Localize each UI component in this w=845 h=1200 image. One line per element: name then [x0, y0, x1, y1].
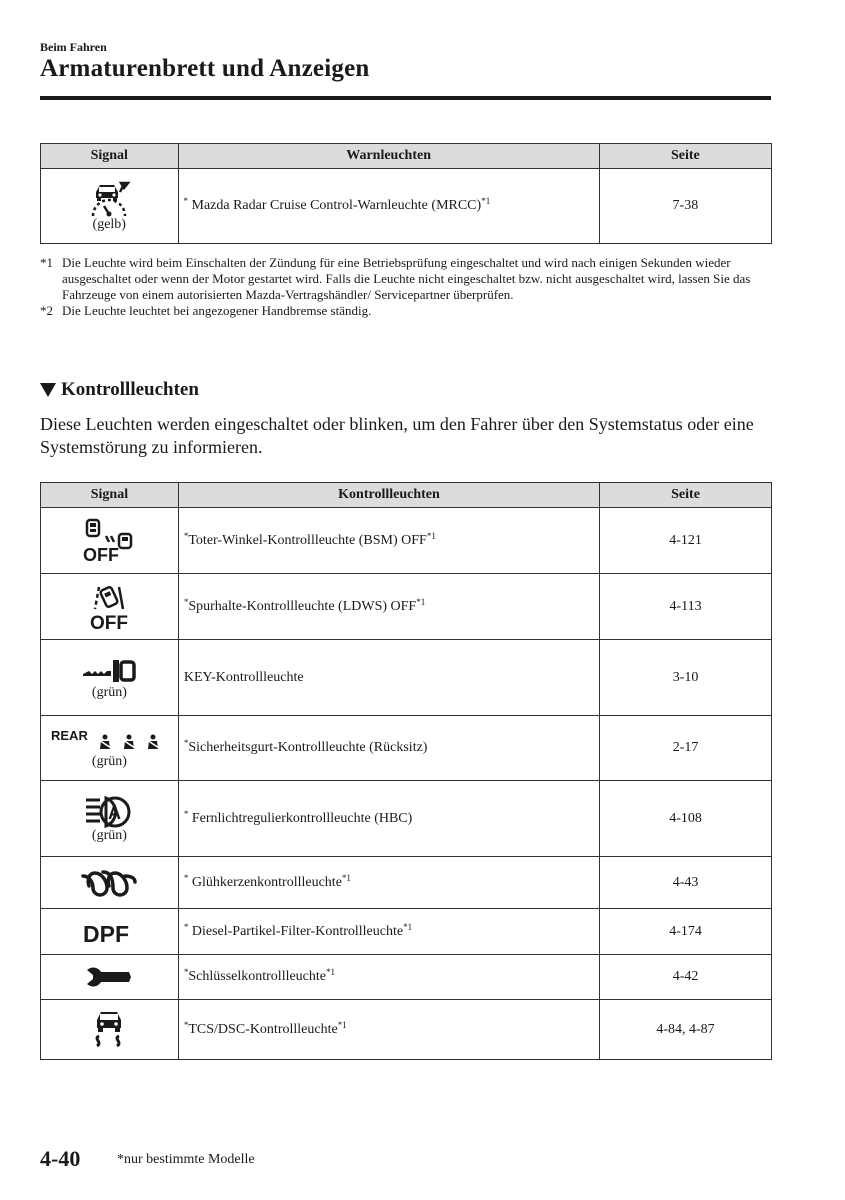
asterisk-mark: *	[183, 596, 189, 607]
radar-cruise-control-icon	[41, 180, 178, 218]
page-cell: 4-108	[600, 781, 772, 857]
page-cell: 7-38	[599, 169, 771, 244]
color-note: (grün)	[91, 684, 127, 700]
table-row	[41, 909, 772, 955]
table-row	[41, 574, 772, 640]
asterisk-mark: *	[183, 808, 189, 819]
page-cell: 4-84, 4-87	[600, 1000, 772, 1060]
tcs-dsc-icon	[41, 1008, 178, 1052]
page-cell: 4-174	[600, 909, 772, 955]
light-name: Schlüsselkontrollleuchte	[188, 969, 327, 984]
footnote-ref: *1	[326, 967, 336, 977]
description-cell	[178, 955, 599, 1000]
glow-plug-icon	[41, 868, 178, 898]
column-header-signal: Signal	[41, 144, 179, 169]
description-cell	[178, 640, 599, 716]
footnote-ref: *1	[426, 530, 436, 541]
high-beam-control-icon	[41, 795, 178, 829]
asterisk-mark: *	[183, 1019, 189, 1030]
description-cell	[178, 909, 599, 955]
asterisk-mark: *	[183, 738, 189, 748]
signal-cell	[41, 716, 179, 781]
table-row	[41, 1000, 772, 1060]
footnote-ref: *1	[341, 872, 351, 883]
page-cell: 2-17	[600, 716, 772, 781]
indicator-lights-table	[40, 482, 772, 1060]
warning-lights-table	[40, 143, 772, 244]
asterisk-mark: *	[183, 967, 189, 977]
page-cell: 4-42	[600, 955, 772, 1000]
column-header-warning-lights: Warnleuchten	[178, 144, 599, 169]
description-cell	[178, 781, 599, 857]
key-icon	[41, 656, 178, 686]
footnote-ref: *1	[403, 921, 413, 932]
description-cell	[178, 857, 599, 909]
light-name: TCS/DSC-Kontrollleuchte	[188, 1021, 338, 1037]
asterisk-mark: *	[183, 196, 188, 206]
color-note: (grün)	[91, 827, 127, 843]
light-name: Toter-Winkel-Kontrollleuchte (BSM) OFF	[188, 532, 427, 548]
description-cell	[178, 508, 599, 574]
section-heading	[40, 379, 199, 401]
description-cell	[178, 1000, 599, 1060]
light-name: Diesel-Partikel-Filter-Kontrollleuchte	[188, 923, 404, 939]
svg-text:DPF: DPF	[83, 920, 130, 945]
footnote-mark: *2	[40, 303, 53, 318]
light-name: Fernlichtregulierkontrollleuchte (HBC)	[188, 810, 413, 826]
page-title: Armaturenbrett und Anzeigen	[40, 55, 370, 82]
table-row	[41, 857, 772, 909]
footnote-text: Die Leuchte wird beim Einschalten der Zündung für eine Betriebsprüfung eingeschaltet und wird nach einigen Sekunden wieder ausgeschaltet oder wenn der Motor gestartet wird. Falls die Leuchte nicht eingeschaltet bzw. nicht ausgeschaltet wird, lassen Sie das Fahrzeuge von einem autorisierten Mazda-Vertragshändler/ Servicepartner überprüfen.	[62, 255, 751, 302]
svg-text:A: A	[108, 802, 122, 823]
color-note: (grün)	[91, 754, 127, 769]
table-row	[41, 508, 772, 574]
light-name: Mazda Radar Cruise Control-Warnleuchte (MRCC)	[188, 198, 482, 213]
ldws-off-icon	[41, 583, 178, 631]
description-cell	[178, 716, 599, 781]
footnote-1	[40, 255, 770, 303]
section-heading-text: Kontrollleuchten	[61, 379, 199, 400]
table-header-row	[41, 144, 772, 169]
footer-note: *nur bestimmte Modelle	[117, 1152, 255, 1167]
asterisk-mark: *	[183, 872, 189, 883]
column-header-signal: Signal	[41, 483, 179, 508]
page-cell: 4-43	[600, 857, 772, 909]
section-label: Beim Fahren	[40, 40, 107, 54]
intro-paragraph: Diese Leuchten werden eingeschaltet oder blinken, um den Fahrer über den Systemstatus oder eine Systemstörung zu informieren.	[40, 414, 754, 457]
table-header-row	[41, 483, 772, 508]
signal-cell	[41, 508, 179, 574]
page-number: 4-40	[40, 1146, 81, 1171]
footnote-mark: *1	[40, 255, 53, 270]
description-cell	[178, 574, 599, 640]
column-header-indicator-lights: Kontrollleuchten	[178, 483, 599, 508]
signal-cell	[41, 574, 179, 640]
color-note: (gelb)	[92, 217, 126, 232]
page-cell: 4-113	[600, 574, 772, 640]
asterisk-mark: *	[183, 530, 189, 541]
light-name: Spurhalte-Kontrollleuchte (LDWS) OFF	[188, 598, 417, 614]
column-header-page: Seite	[599, 144, 771, 169]
table-row	[41, 781, 772, 857]
title-divider	[40, 96, 771, 100]
triangle-down-icon	[40, 383, 56, 397]
footnotes	[40, 255, 770, 319]
footnote-2	[40, 303, 770, 319]
svg-text:OFF: OFF	[83, 544, 120, 564]
bsm-off-icon	[41, 518, 178, 564]
description-cell	[178, 169, 599, 244]
table-row	[41, 640, 772, 716]
signal-cell	[41, 169, 179, 244]
column-header-page: Seite	[600, 483, 772, 508]
light-name: Sicherheitsgurt-Kontrollleuchte (Rücksitz)	[188, 740, 428, 755]
svg-text:OFF: OFF	[90, 612, 129, 631]
footnote-ref: *1	[416, 596, 426, 607]
signal-cell	[41, 909, 179, 955]
signal-cell	[41, 955, 179, 1000]
page-cell: 3-10	[600, 640, 772, 716]
signal-cell	[41, 640, 179, 716]
light-name: Glühkerzenkontrollleuchte	[188, 874, 342, 890]
signal-cell	[41, 1000, 179, 1060]
footnote-text: Die Leuchte leuchtet bei angezogener Handbremse ständig.	[62, 303, 372, 318]
table-row	[41, 716, 772, 781]
footnote-ref: *1	[481, 196, 491, 206]
page-cell: 4-121	[600, 508, 772, 574]
svg-text:REAR: REAR	[51, 728, 89, 743]
footnote-ref: *1	[337, 1019, 347, 1030]
signal-cell	[41, 857, 179, 909]
rear-seatbelt-icon	[41, 727, 178, 755]
wrench-icon	[41, 966, 178, 988]
signal-cell	[41, 781, 179, 857]
light-name: KEY-Kontrollleuchte	[183, 669, 304, 685]
dpf-icon	[41, 919, 178, 945]
asterisk-mark: *	[183, 921, 189, 932]
table-row	[41, 169, 772, 244]
table-row	[41, 955, 772, 1000]
